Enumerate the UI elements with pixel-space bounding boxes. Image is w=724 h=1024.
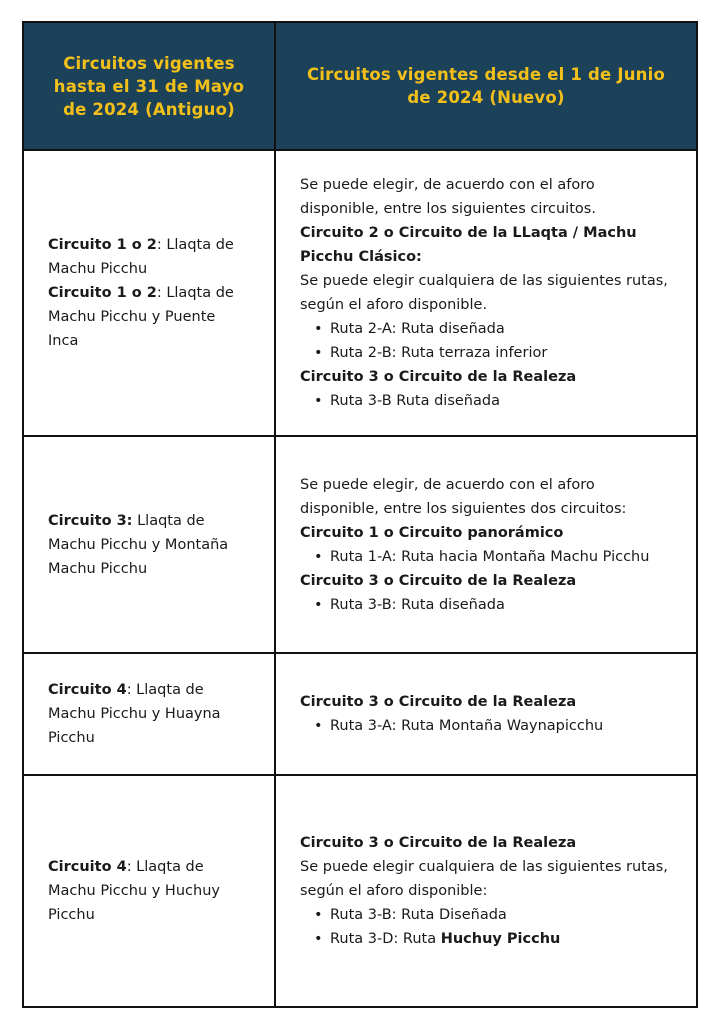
circuit-title: Circuito 3 o Circuito de la Realeza <box>300 693 577 710</box>
header-old-circuits: Circuitos vigentes hasta el 31 de Mayo de 2024 (Antiguo) <box>23 22 275 150</box>
circuit-title: Circuito 2 o Circuito de la LLaqta / Machu Picchu Clásico: <box>300 225 637 266</box>
new-circuit-cell <box>275 436 697 653</box>
route-item: • Ruta 3-B Ruta diseñada <box>330 389 674 413</box>
old-circuit-entry: Circuito 4: Llaqta de Machu Picchu y Huayna Picchu <box>48 681 221 746</box>
old-circuit-entry: Circuito 1 o 2: Llaqta de Machu Picchu <box>48 237 234 278</box>
old-circuit-cell <box>23 150 275 436</box>
new-circuit-cell <box>275 150 697 436</box>
route-list <box>300 317 674 365</box>
old-circuit-entry: Circuito 4: Llaqta de Machu Picchu y Huchuy Picchu <box>48 858 220 923</box>
table-row <box>23 150 697 436</box>
old-circuit-cell <box>23 653 275 774</box>
route-item: • Ruta 2-B: Ruta terraza inferior <box>330 341 674 365</box>
intro-text: Se puede elegir, de acuerdo con el aforo disponible, entre los siguientes dos circuitos: <box>300 476 627 517</box>
table-row <box>23 775 697 1008</box>
circuit-title: Circuito 1 o Circuito panorámico <box>300 524 564 541</box>
route-list <box>300 714 674 738</box>
header-new-circuits: Circuitos vigentes desde el 1 de Junio de 2024 (Nuevo) <box>275 22 697 150</box>
circuit-title: Circuito 3 o Circuito de la Realeza <box>300 834 577 851</box>
route-item: • Ruta 3-D: Ruta Huchuy Picchu <box>330 927 674 951</box>
old-circuit-entry: Circuito 1 o 2: Llaqta de Machu Picchu y Puente Inca <box>48 285 234 350</box>
circuit-note: Se puede elegir cualquiera de las siguientes rutas, según el aforo disponible. <box>300 273 668 314</box>
old-circuit-cell <box>23 436 275 653</box>
new-circuit-cell <box>275 653 697 774</box>
route-list <box>300 545 674 569</box>
circuit-title: Circuito 3 o Circuito de la Realeza <box>300 369 577 386</box>
circuit-title: Circuito 3 o Circuito de la Realeza <box>300 572 577 589</box>
intro-text: Se puede elegir, de acuerdo con el aforo disponible, entre los siguientes circuitos. <box>300 177 596 218</box>
circuit-note: Se puede elegir cualquiera de las siguientes rutas, según el aforo disponible: <box>300 858 668 899</box>
new-circuit-cell <box>275 775 697 1008</box>
route-item: • Ruta 3-B: Ruta Diseñada <box>330 903 674 927</box>
circuits-comparison-table <box>22 21 698 1008</box>
old-circuit-cell <box>23 775 275 1008</box>
route-item: • Ruta 3-A: Ruta Montaña Waynapicchu <box>330 714 674 738</box>
route-list <box>300 389 674 413</box>
route-item: • Ruta 3-B: Ruta diseñada <box>330 593 674 617</box>
route-list <box>300 903 674 951</box>
table-row <box>23 653 697 774</box>
route-item: • Ruta 2-A: Ruta diseñada <box>330 317 674 341</box>
route-item: • Ruta 1-A: Ruta hacia Montaña Machu Picchu <box>330 545 674 569</box>
route-list <box>300 593 674 617</box>
old-circuit-entry: Circuito 3: Llaqta de Machu Picchu y Montaña Machu Picchu <box>48 512 229 577</box>
table-row <box>23 436 697 653</box>
table-header-row <box>23 22 697 150</box>
